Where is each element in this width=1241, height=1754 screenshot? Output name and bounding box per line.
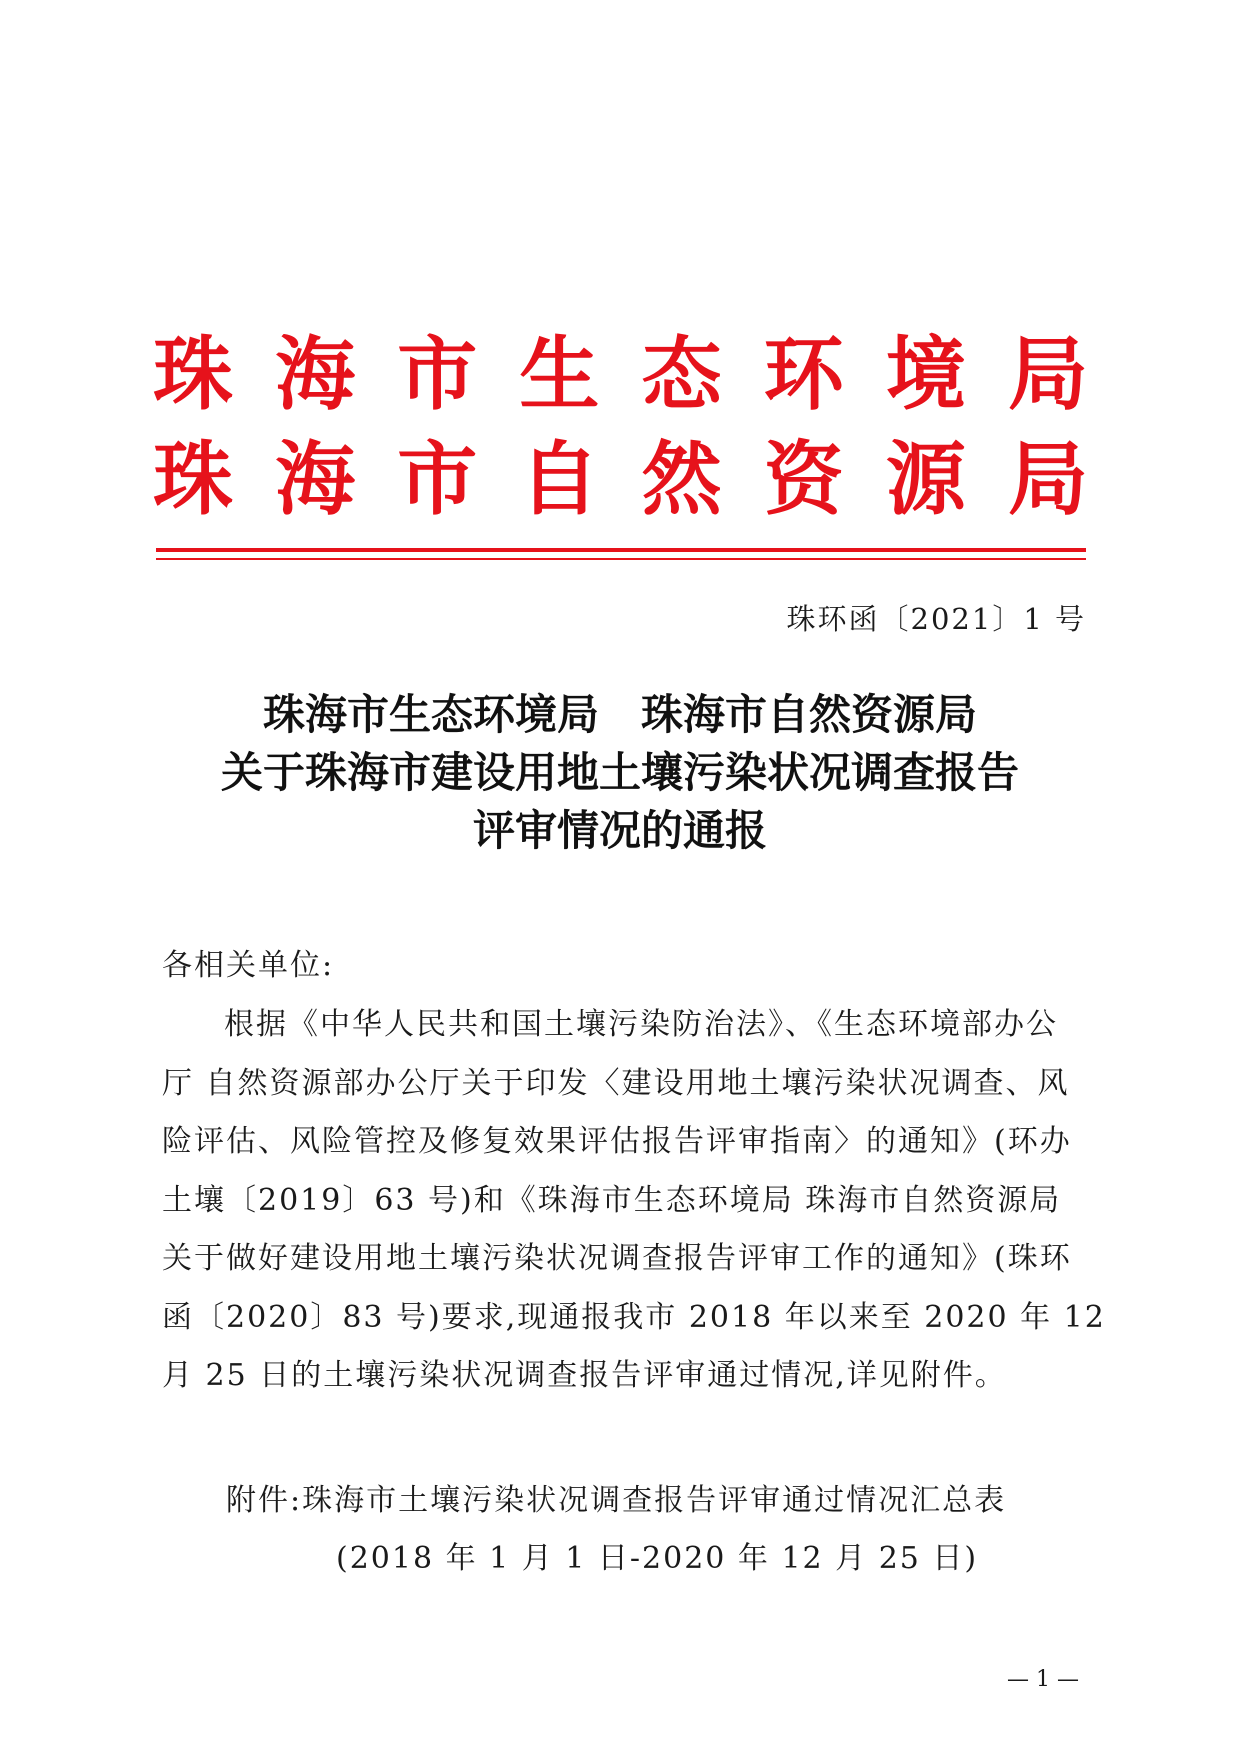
header-char: 海 [275,328,356,421]
header-char: 然 [641,433,722,526]
header-char: 珠 [153,328,233,421]
header-char: 态 [641,328,722,421]
body-line: 关于做好建设用地土壤污染状况调查报告评审工作的通知》(珠环 [162,1241,1072,1276]
header-rule-thick [156,548,1086,552]
body-line: 函〔2020〕83 号)要求,现通报我市 2018 年以来至 2020 年 12 [162,1299,1106,1335]
document-title [120,686,1120,860]
body-line: 土壤〔2019〕63 号)和《珠海市生态环境局 珠海市自然资源局 [162,1182,1062,1218]
body-line: 厅 自然资源部办公厅关于印发〈建设用地土壤污染状况调查、风 [162,1065,1070,1101]
title-line: 评审情况的通报 [472,806,767,855]
header-char: 自 [519,433,600,526]
issuer-header-resources [153,431,1088,529]
body-paragraph [162,996,1106,1406]
header-char: 局 [1007,433,1088,526]
header-char: 珠 [153,433,233,526]
header-rule-thin [156,558,1086,560]
attachment-label: 附件:珠海市土壤污染状况调查报告评审通过情况汇总表 [226,1483,1007,1518]
header-char: 市 [397,433,478,526]
header-char: 市 [397,328,478,421]
header-char: 生 [519,328,600,421]
body-line: 月 25 日的土壤污染状况调查报告评审通过情况,详见附件。 [162,1358,1007,1393]
body-line: 根据《中华人民共和国土壤污染防治法》、《生态环境部办公 [224,1007,1058,1042]
title-line: 珠海市生态环境局 珠海市自然资源局 [262,690,977,739]
document-number: 珠环函〔2021〕1 号 [786,602,1086,636]
title-line: 关于珠海市建设用地土壤污染状况调查报告 [220,748,1019,797]
header-char: 海 [275,433,356,526]
issuer-header-ecology [153,326,1088,424]
attachment-date-range: (2018 年 1 月 1 日-2020 年 12 月 25 日) [336,1541,979,1576]
header-char: 环 [763,328,844,421]
page-number: — 1 — [1007,1667,1079,1692]
salutation: 各相关单位: [162,948,335,983]
body-line: 险评估、风险管控及修复效果评估报告评审指南〉的通知》(环办 [162,1124,1072,1159]
header-char: 资 [763,433,844,526]
header-char: 源 [885,433,966,526]
header-char: 境 [885,328,966,421]
header-char: 局 [1007,328,1088,421]
